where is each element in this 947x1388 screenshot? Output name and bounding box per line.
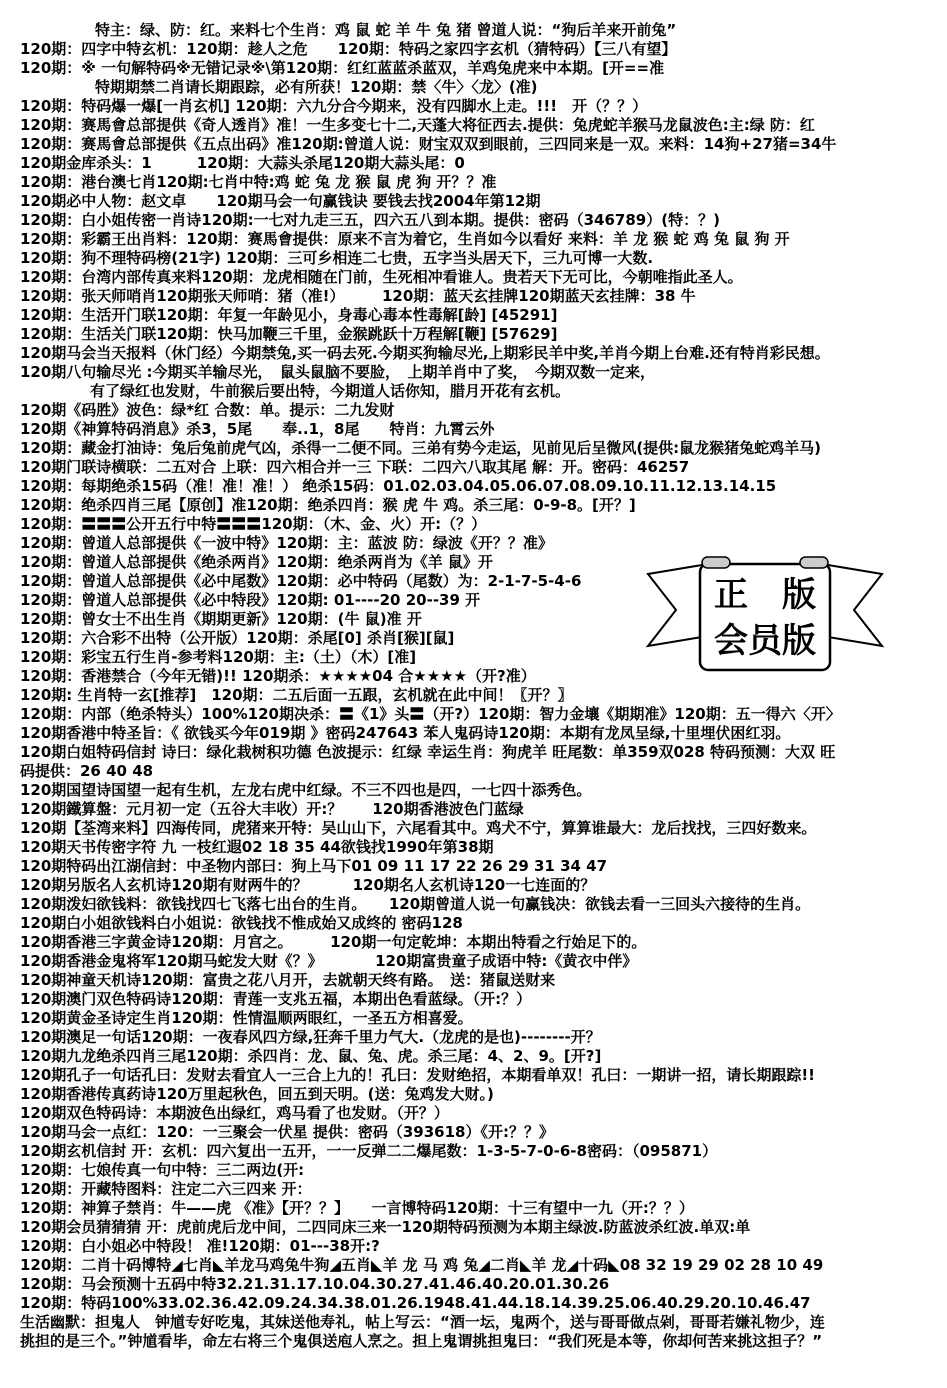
text-line-content: 120期：特码爆一爆[一肖玄机] 120期：六九分合今期来，没有四脚水上走。!!! 开（？？） — [20, 97, 648, 115]
member-edition-ribbon — [640, 550, 890, 680]
text-line-content: 120期澳门双色特码诗120期：青莲一支兆五福，本期出色看蓝绿。（开:？） — [20, 990, 532, 1008]
text-lines — [0, 21, 947, 1351]
text-line — [0, 1123, 947, 1142]
text-line — [0, 458, 947, 477]
text-line-content: 120期孔子一句话孔曰：发财去看宜人一三合上九的！孔曰：发财绝招，本期看单双！孔曰：一期讲一招，请长期跟踪!! — [20, 1066, 815, 1084]
text-line-content: 120期：港台澳七肖120期:七肖中特:鸡 蛇 兔 龙 猴 鼠 虎 狗 开？？准 — [20, 173, 497, 191]
text-line-content: 120期: 生肖特一玄[推荐] 120期：二五后面一五跟，玄机就在此中间！〖开？〗 — [20, 686, 573, 704]
text-line — [0, 211, 947, 230]
text-line-content: 120期：生活开门联120期：年复一年龄见小，身毒心毒本性毒解[龄] [45291] — [20, 306, 558, 324]
text-line-content: 120期：曾道人总部提供《必中特段》120期: 01----20 20--39 开 — [20, 591, 481, 609]
text-line-content: 120期：六合彩不出特（公开版）120期：杀尾[0] 杀肖[猴][鼠] — [20, 629, 455, 647]
text-line-content: 120期：彩霸王出肖料：120期：赛馬會提供：原来不言为着它，生肖如今以看好 来料：羊 龙 猴 蛇 鸡 兔 鼠 狗 开 — [20, 230, 790, 248]
text-line-content: 120期天书传密字符 九 一枝红遐02 18 35 44欲钱找1990年第38期 — [20, 838, 494, 856]
text-line-content: 120期白小姐欲钱料白小姐说：欲钱找不惟成始又成终的 密码128 — [20, 914, 463, 932]
text-line — [0, 1085, 947, 1104]
text-line-content: 挑担的是三个。”钟馗看毕，命左右将三个鬼俱送庖人烹之。担上鬼谓挑担鬼曰：“我们死是本等，你却何苦来挑这担子？” — [20, 1332, 823, 1350]
text-line-content: 有了绿红也发财，牛前猴后要出特，今期道人话你知，腊月开花有玄机。 — [90, 382, 571, 400]
text-line-content: 120期双色特码诗：本期波色出绿红，鸡马看了也发财。（开？） — [20, 1104, 449, 1122]
text-line-content: 120期鐵算盤：元月初一定（五谷大丰收）开:？ 120期香港波色门蓝绿 — [20, 800, 524, 818]
text-line-content: 120期香港传真药诗120万里起秋色，回五到天明。(送：兔鸡发大财。) — [20, 1085, 494, 1103]
text-line — [0, 1275, 947, 1294]
text-line-content: 120期九龙绝杀四肖三尾120期：杀四肖：龙、鼠、兔、虎。杀三尾：4、2、9。[开?] — [20, 1047, 602, 1065]
text-line — [0, 59, 947, 78]
text-line-content: 120期香港中特圣旨：《 欲钱买今年019期 》密码247643 苯人鬼码诗120期：本期有龙凤呈绿,十里埋伏困红羽。 — [20, 724, 791, 742]
text-line-content: 120期：白小姐传密一肖诗120期:一七对九走三五，四六五八到本期。提供：密码（346789）(特：？) — [20, 211, 720, 229]
text-line — [0, 781, 947, 800]
text-line — [0, 857, 947, 876]
text-line-content: 120期：神算子禁肖：牛——虎 《准》【开？？】 一言博特码120期：十三有望中一九（开:？？） — [20, 1199, 694, 1217]
text-line-content: 120期香港三字黄金诗120期：月宫之。 120期一句定乾坤：本期出特看之行始足下的。 — [20, 933, 647, 951]
text-line — [0, 686, 947, 705]
text-line — [0, 173, 947, 192]
text-line — [0, 1313, 947, 1332]
text-line-content: 120期：内部（绝杀特头）100%120期决杀：〓《1》头〓（开?）120期：智力金壤《期期准》120期：五一得六〈开〉 — [20, 705, 841, 723]
text-line — [0, 1028, 947, 1047]
text-line — [0, 97, 947, 116]
text-line-content: 120期国望诗国望一起有生机，左龙右虎中红绿。不三不四也是四，一七四十添秀色。 — [20, 781, 592, 799]
text-line — [0, 78, 947, 97]
text-line — [0, 344, 947, 363]
text-line-content: 120期：白小姐必中特段！ 准!120期：01---38开:? — [20, 1237, 380, 1255]
text-line — [0, 287, 947, 306]
text-line — [0, 1009, 947, 1028]
text-line-content: 120期：香港禁合（今年无错)!! 120期杀：★★★★04 合★★★★（开?准） — [20, 667, 536, 685]
text-line — [0, 135, 947, 154]
text-line-content: 120期神童天机诗120期：富贵之花八月开，去就朝天终有路。 送：猪鼠送财来 — [20, 971, 556, 989]
text-line-content: 120期：张天师哨肖120期张天师哨：猪（准!） 120期：蓝天玄挂牌120期蓝天玄挂牌：38 牛 — [20, 287, 696, 305]
text-line — [0, 705, 947, 724]
text-line — [0, 990, 947, 1009]
text-line-content: 120期黄金圣诗定生肖120期：性情温顺两眼红，一圣五方相喜爱。 — [20, 1009, 473, 1027]
text-line — [0, 154, 947, 173]
text-line-content: 码提供：26 40 48 — [20, 762, 154, 780]
ribbon-text-line1: 正 版 — [714, 575, 816, 615]
text-line-content: 120期【荃湾来料】四海传同，虎猪来开特：吴山山下，六尾看其中。鸡犬不宁，算算谁最大：龙后找找，三四好数来。 — [20, 819, 817, 837]
text-line-content: 120期八句输尽光 :今期买羊输尽光， 鼠头鼠脑不要脸， 上期羊肖中了奖， 今期双数一定来， — [20, 363, 656, 381]
text-line-content: 120期：藏金打油诗：兔后兔前虎气凶，杀得一二便不同。三弟有势今走运，见前见后呈微风(提供:鼠龙猴猪兔蛇鸡羊马) — [20, 439, 822, 457]
text-line-content: 120期玄机信封 开：玄机：四六复出一五开，一一反弹二二爆尾数：1-3-5-7-0-6-8密码：（095871） — [20, 1142, 718, 1160]
text-line — [0, 477, 947, 496]
ribbon-banner-icon — [640, 550, 890, 680]
text-line-content: 120期：每期绝杀15码（准！准！准！） 绝杀15码：01.02.03.04.05.06.07.08.09.10.11.12.13.14.15 — [20, 477, 777, 495]
text-line-content: 120期会员猜猜猜 开：虎前虎后龙中间，二四同床三来一120期特码预测为本期主绿波.防蓝波杀红波.单双:单 — [20, 1218, 751, 1236]
text-line-content: 120期必中人物：赵文卓 120期马会一句赢钱诀 要钱去找2004年第12期 — [20, 192, 541, 210]
text-line — [0, 1047, 947, 1066]
text-line-content: 120期香港金鬼将军120期马蛇发大财《？》 120期富贵童子成语中特:《黄衣中伴》 — [20, 952, 638, 970]
text-line-content: 120期：赛馬會总部提供《奇人透肖》准！一生多变七十二,天蓬大将征西去.提供：兔虎蛇羊猴马龙鼠波色:主:绿 防：红 — [20, 116, 815, 134]
text-line-content: 120期门联诗横联：二五对合 上联：四六相合并一三 下联：二四六八取其尾 解：开。密码：46257 — [20, 458, 690, 476]
text-line — [0, 762, 947, 781]
text-line-content: 120期《神算特码消息》杀3，5尾 奉..1，8尾 特肖：九霄云外 — [20, 420, 495, 438]
text-line-content: 120期：曾道人总部提供《必中尾数》120期：必中特码（尾数）为：2-1-7-5-4-6 — [20, 572, 582, 590]
text-line-content: 120期马会当天报料（休门经）今期禁兔,买一码去死.今期买狗输尽光,上期彩民羊中奖,羊肖今期上台难.还有特肖彩民想。 — [20, 344, 830, 362]
text-line-content: 120期《码胜》波色：绿*红 合数：单。提示：二九发财 — [20, 401, 395, 419]
text-line-content: 120期澳足一句话120期：一夜春风四方绿,狂奔千里力气大.（龙虎的是也)--------开？ — [20, 1028, 601, 1046]
text-line — [0, 1142, 947, 1161]
text-line — [0, 268, 947, 287]
text-line-content: 120期：曾女士不出生肖《期期更新》120期：(牛 鼠)准 开 — [20, 610, 422, 628]
text-line-content: 120期：曾道人总部提供《一波中特》120期：主：蓝波 防：绿波《开？？准》 — [20, 534, 553, 552]
text-line-content: 特主：绿、防：红。来料七个生肖：鸡 鼠 蛇 羊 牛 兔 猪 曾道人说：“狗后羊来开前兔” — [95, 21, 677, 39]
text-line-content: 120期泼妇欲钱料：欲钱找四七飞落七出台的生肖。 120期曾道人说一句赢钱决：欲钱去看一三回头六接待的生肖。 — [20, 895, 811, 913]
text-line-content: 120期：台湾内部传真来料120期：龙虎相随在门前，生死相冲看谁人。贵若天下无可比，今朝唯指此圣人。 — [20, 268, 743, 286]
text-line — [0, 192, 947, 211]
text-line-content: 生活幽默：担鬼人 钟馗专好吃鬼，其妹送他寿礼，帖上写云：“酒一坛，鬼两个，送与哥哥做点剁，哥哥若嫌礼物少，连 — [20, 1313, 825, 1331]
text-line-content: 120期金库杀头：1 120期：大蒜头杀尾120期大蒜头尾：0 — [20, 154, 465, 172]
text-line-content: 120期：四字中特玄机：120期：趁人之危 120期：特码之家四字玄机（猜特码）【三八有望】 — [20, 40, 677, 58]
text-line-content: 120期：彩宝五行生肖-参考料120期：主:（土）（木）[准] — [20, 648, 417, 666]
text-line — [0, 895, 947, 914]
text-line — [0, 1294, 947, 1313]
text-line — [0, 819, 947, 838]
text-line-content: 120期马会一点红：120：一三聚会一伏星 提供：密码（393618）《开:？？》 — [20, 1123, 554, 1141]
text-line — [0, 249, 947, 268]
text-line-content: 120期：七娘传真一句中特：三二两边(开: — [20, 1161, 305, 1179]
text-line — [0, 21, 947, 40]
text-line — [0, 1066, 947, 1085]
text-line-content: 120期：开藏特图料：注定二六三四来 开： — [20, 1180, 312, 1198]
text-line — [0, 515, 947, 534]
text-line-content: 120期：曾道人总部提供《绝杀两肖》120期：绝杀两肖为《羊 鼠》开 — [20, 553, 493, 571]
text-line — [0, 933, 947, 952]
ribbon-curl-right — [800, 557, 828, 568]
text-line — [0, 1180, 947, 1199]
text-line — [0, 914, 947, 933]
text-line-content: 120期：二肖十码博特◢七肖◣羊龙马鸡兔牛狗◢五肖◣羊 龙 马 鸡 兔◢二肖◣羊 龙◢十码◣08 32 19 29 02 28 10 49 — [20, 1256, 824, 1274]
text-line-content: 120期：※ 一句解特码※无错记录※\第120期：红红蓝蓝杀蓝双，羊鸡兔虎来中本期。[开==准 — [20, 59, 665, 77]
text-line — [0, 1199, 947, 1218]
text-line-content: 120期特码出江湖信封：中圣物内部曰：狗上马下01 09 11 17 22 26 29 31 34 47 — [20, 857, 608, 875]
text-line — [0, 116, 947, 135]
text-line-content: 特期期禁二肖请长期跟踪，必有所获！120期：禁〈牛〉〈龙〉(准) — [95, 78, 538, 96]
text-line — [0, 40, 947, 59]
text-line — [0, 838, 947, 857]
text-line — [0, 1104, 947, 1123]
text-line-content: 120期：绝杀四肖三尾【原创】准120期：绝杀四肖：猴 虎 牛 鸡。杀三尾：0-9-8。[开？] — [20, 496, 636, 514]
text-line — [0, 743, 947, 762]
text-line-content: 120期：生活关门联120期：快马加鞭三千里，金猴跳跃十万程解[鞭] [57629] — [20, 325, 558, 343]
text-line — [0, 952, 947, 971]
text-line — [0, 1256, 947, 1275]
text-line — [0, 876, 947, 895]
text-line — [0, 724, 947, 743]
text-line — [0, 363, 947, 382]
text-line — [0, 439, 947, 458]
text-line — [0, 325, 947, 344]
text-line-content: 120期：马会预测十五码中特32.21.31.17.10.04.30.27.41.46.40.20.01.30.26 — [20, 1275, 610, 1293]
ribbon-text-line2: 会员版 — [714, 621, 816, 661]
text-line — [0, 1161, 947, 1180]
text-line — [0, 1332, 947, 1351]
text-line — [0, 1218, 947, 1237]
text-line — [0, 306, 947, 325]
text-line — [0, 496, 947, 515]
ribbon-curl-left — [702, 557, 730, 568]
text-line — [0, 971, 947, 990]
text-line-content: 120期：〓〓〓公开五行中特〓〓〓120期：（木、金、火）开:（？） — [20, 515, 487, 533]
text-line-content: 120期白姐特码信封 诗曰：绿化栽树积功德 色波提示：红绿 幸运生肖：狗虎羊 旺尾数：单359双028 特码预测：大双 旺 — [20, 743, 836, 761]
text-line-content: 120期：赛馬會总部提供《五点出码》准120期:曾道人说：财宝双双到眼前，三四同来是一双。来料：14狗+27猪=34牛 — [20, 135, 837, 153]
text-line — [0, 401, 947, 420]
text-line-content: 120期：特码100%33.02.36.42.09.24.34.38.01.26.1948.41.44.18.14.39.25.06.40.29.20.10.46.47 — [20, 1294, 811, 1312]
text-line — [0, 230, 947, 249]
text-line — [0, 382, 947, 401]
text-line — [0, 800, 947, 819]
text-line — [0, 420, 947, 439]
text-line-content: 120期另版名人玄机诗120期有财两牛的？ 120期名人玄机诗120一七连面的？ — [20, 876, 596, 894]
text-line — [0, 1237, 947, 1256]
text-line-content: 120期：狗不理特码榜(21字) 120期：三可乡相连二七贵，五字当头居天下，三九可博一大数. — [20, 249, 654, 267]
